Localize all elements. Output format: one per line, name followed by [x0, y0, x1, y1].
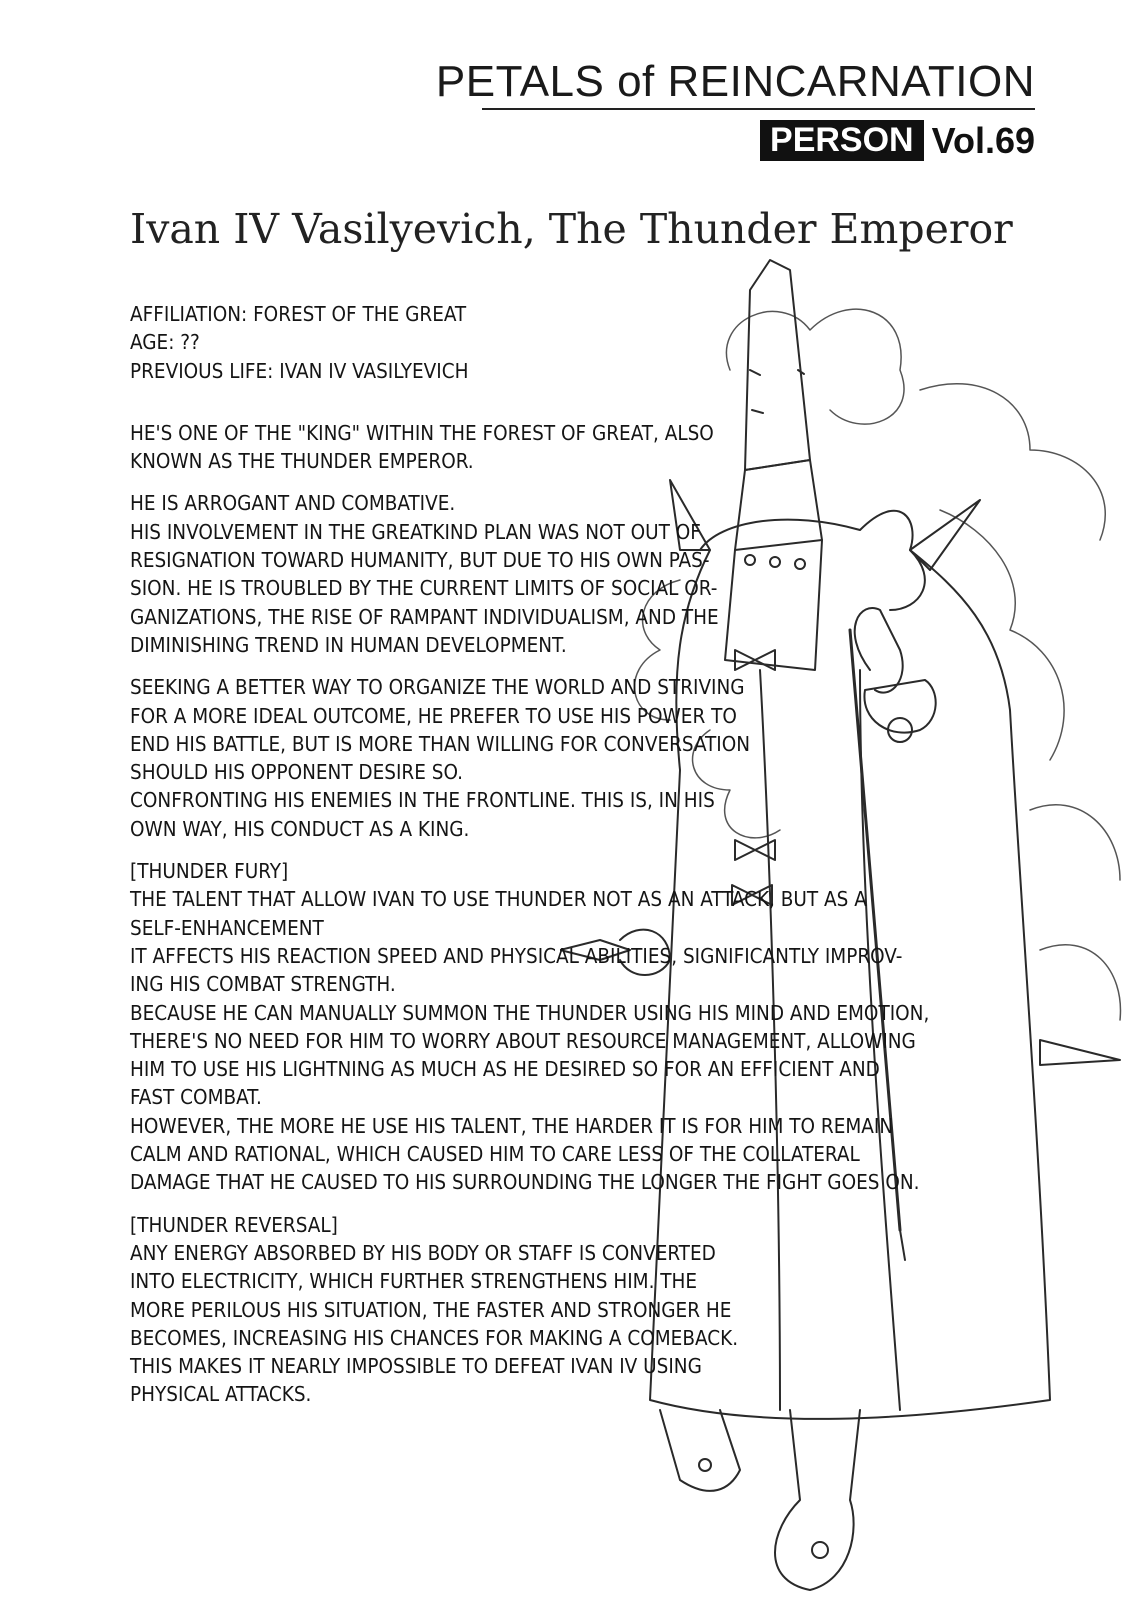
- volume-number: Vol.69: [931, 119, 1035, 161]
- intro-paragraph: HE'S ONE OF THE "KING" WITHIN THE FOREST OF GREAT, ALSO KNOWN AS THE THUNDER EMPEROR.: [130, 420, 714, 474]
- talent-description: THE TALENT THAT ALLOW IVAN TO USE THUNDER NOT AS AN ATTACK, BUT AS A SELF-ENHANCEMENT IT AFFECTS HIS REACTION SPEED AND PHYSICAL ABILITIES, SIGNIFICANTLY IMPROV- ING HIS COMBAT STRENGTH. BECAUSE HE CAN MANUALLY SUMMON THE THUNDER USING HIS MIND AND EMOTION, THERE'S NO NEED FOR HIM TO WORRY ABOUT RESOURCE MANAGEMENT, ALLOWING HIM TO USE HIS LIGHTNING AS MUCH AS HE DESIRED SO FOR AN EFFICIENT AND FAST COMBAT. HOWEVER, THE MORE HE USE HIS TALENT, THE HARDER IT IS FOR HIM TO REMAIN CALM AND RATIONAL, WHICH CAUSED HIM TO CARE LESS OF THE COLLATERAL DAMAGE THAT HE CAUSED TO HIS SURROUNDING THE LONGER THE FIGHT GOES ON.: [130, 887, 930, 1195]
- affiliation: AFFILIATION: FOREST OF THE GREAT: [130, 302, 467, 326]
- talent-heading: [THUNDER FURY]: [130, 859, 289, 884]
- talent-thunder-reversal: [130, 1211, 990, 1409]
- character-title: Ivan IV Vasilyevich, The Thunder Emperor: [130, 205, 1013, 253]
- series-title: PETALS of REINCARNATION: [435, 57, 1035, 106]
- title-underline: [482, 108, 1035, 110]
- profile-text: [130, 300, 990, 1423]
- talent-thunder-fury: [130, 857, 990, 1197]
- talent-heading: [THUNDER REVERSAL]: [130, 1212, 338, 1237]
- volume-row: [760, 120, 1035, 161]
- previous-life: PREVIOUS LIFE: IVAN IV VASILYEVICH: [130, 358, 469, 383]
- person-badge: PERSON: [760, 120, 924, 161]
- age: AGE: ??: [130, 330, 200, 355]
- profile-info: [130, 300, 990, 385]
- goals-paragraph: SEEKING A BETTER WAY TO ORGANIZE THE WORLD AND STRIVING FOR A MORE IDEAL OUTCOME, HE PREFER TO USE HIS POWER TO END HIS BATTLE, BUT IS MORE THAN WILLING FOR CONVERSATION SHOULD HIS OPPONENT DESIRE SO. CONFRONTING HIS ENEMIES IN THE FRONTLINE. THIS IS, IN HIS OWN WAY, HIS CONDUCT AS A KING.: [130, 675, 751, 841]
- personality-paragraph: HE IS ARROGANT AND COMBATIVE. HIS INVOLVEMENT IN THE GREATKIND PLAN WAS NOT OUT OF RESIGNATION TOWARD HUMANITY, BUT DUE TO HIS OWN PAS- SION. HE IS TROUBLED BY THE CURRENT LIMITS OF SOCIAL OR- GANIZATIONS, THE RISE OF RAMPANT INDIVIDUALISM, AND THE DIMINISHING TREND IN HUMAN DEVELOPMENT.: [130, 491, 719, 657]
- talent-description: ANY ENERGY ABSORBED BY HIS BODY OR STAFF IS CONVERTED INTO ELECTRICITY, WHICH FURTHER STRENGTHENS HIM. THE MORE PERILOUS HIS SITUATION, THE FASTER AND STRONGER HE BECOMES, INCREASING HIS CHANCES FOR MAKING A COMEBACK. THIS MAKES IT NEARLY IMPOSSIBLE TO DEFEAT IVAN IV USING PHYSICAL ATTACKS.: [130, 1240, 739, 1407]
